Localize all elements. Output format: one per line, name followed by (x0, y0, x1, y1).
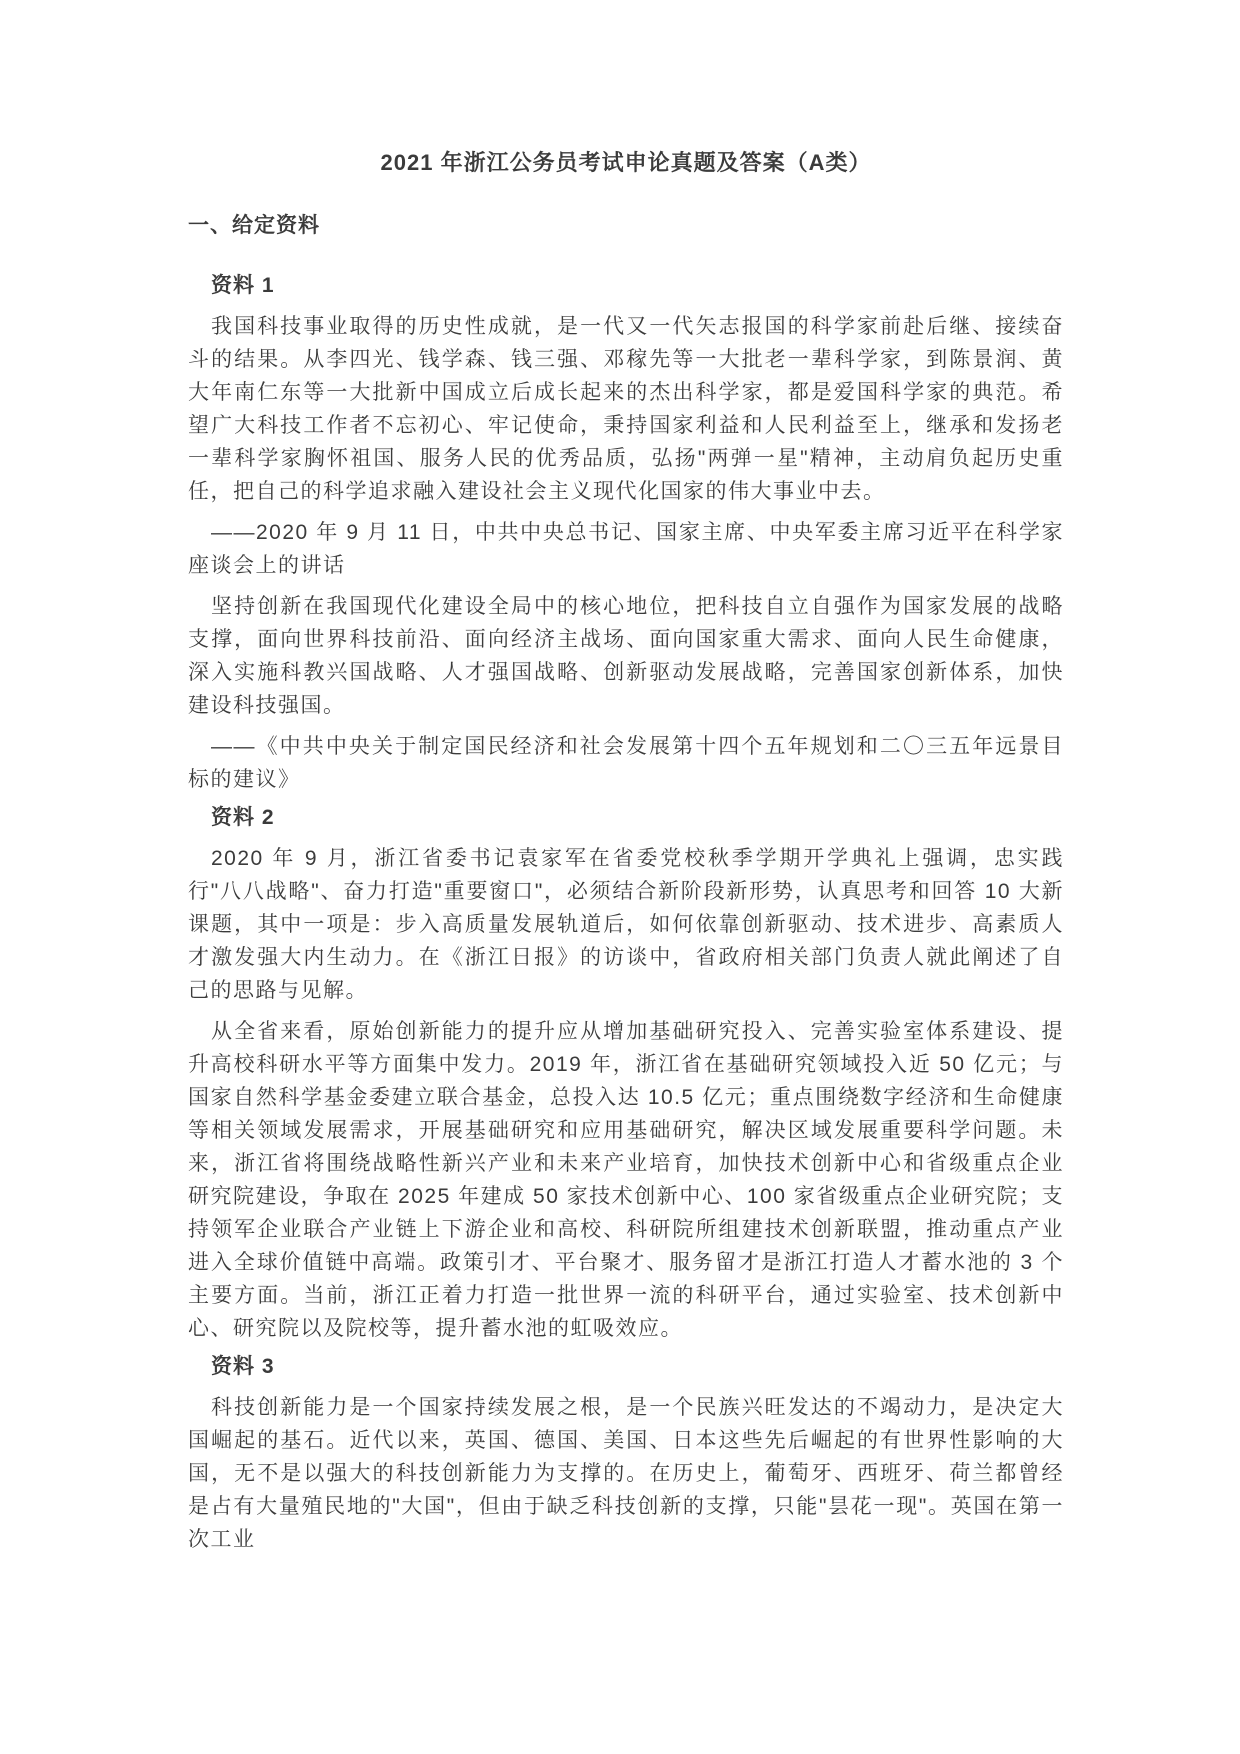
material-1-heading: 资料 1 (211, 274, 275, 297)
material-1-paragraph-2: 坚持创新在我国现代化建设全局中的核心地位，把科技自立自强作为国家发展的战略支撑，面向世界科技前沿、面向经济主战场、面向国家重大需求、面向人民生命健康，深入实施科教兴国战略、人才强国战略、创新驱动发展战略，完善国家创新体系，加快建设科技强国。 (188, 595, 1064, 717)
material-2-paragraph-2: 从全省来看，原始创新能力的提升应从增加基础研究投入、完善实验室体系建设、提升高校科研水平等方面集中发力。2019 年，浙江省在基础研究领域投入近 50 亿元；与国家自然科学基金委建立联合基金，总投入达 10.5 亿元；重点围绕数字经济和生命健康等相关领域发展需求，开展基础研究和应用基础研究，解决区域发展重要科学问题。未来，浙江省将围绕战略性新兴产业和未来产业培育，加快技术创新中心和省级重点企业研究院建设，争取在 2025 年建成 50 家技术创新中心、100 家省级重点企业研究院；支持领军企业联合产业链上下游企业和高校、科研院所组建技术创新联盟，推动重点产业进入全球价值链中高端。政策引才、平台聚才、服务留才是浙江打造人才蓄水池的 3 个主要方面。当前，浙江正着力打造一批世界一流的科研平台，通过实验室、技术创新中心、研究院以及院校等，提升蓄水池的虹吸效应。 (188, 1020, 1064, 1340)
material-2-heading: 资料 2 (211, 806, 275, 829)
material-3-heading: 资料 3 (211, 1355, 275, 1378)
material-3-paragraph-1: 科技创新能力是一个国家持续发展之根，是一个民族兴旺发达的不竭动力，是决定大国崛起的基石。近代以来，英国、德国、美国、日本这些先后崛起的有世界性影响的大国，无不是以强大的科技创新能力为支撑的。在历史上，葡萄牙、西班牙、荷兰都曾经是占有大量殖民地的"大国"，但由于缺乏科技创新的支撑，只能"昙花一现"。英国在第一次工业 (188, 1396, 1064, 1551)
material-1-paragraph-1: 我国科技事业取得的历史性成就，是一代又一代矢志报国的科学家前赴后继、接续奋斗的结果。从李四光、钱学森、钱三强、邓稼先等一大批老一辈科学家，到陈景润、黄大年南仁东等一大批新中国成立后成长起来的杰出科学家，都是爱国科学家的典范。希望广大科技工作者不忘初心、牢记使命，秉持国家利益和人民利益至上，继承和发扬老一辈科学家胸怀祖国、服务人民的优秀品质，弘扬"两弹一星"精神，主动肩负起历史重任，把自己的科学追求融入建设社会主义现代化国家的伟大事业中去。 (188, 315, 1064, 503)
document-title: 2021 年浙江公务员考试申论真题及答案（A类） (380, 150, 872, 175)
material-2-paragraph-1: 2020 年 9 月，浙江省委书记袁家军在省委党校秋季学期开学典礼上强调，忠实践行"八八战略"、奋力打造"重要窗口"，必须结合新阶段新形势，认真思考和回答 10 大新课题，其中一项是：步入高质量发展轨道后，如何依靠创新驱动、技术进步、高素质人才激发强大内生动力。在《浙江日报》的访谈中，省政府相关部门负责人就此阐述了自己的思路与见解。 (188, 847, 1064, 1002)
material-1-attribution-2: ——《中共中央关于制定国民经济和社会发展第十四个五年规划和二〇三五年远景目标的建议》 (188, 735, 1064, 791)
material-1-attribution-1: ——2020 年 9 月 11 日，中共中央总书记、国家主席、中央军委主席习近平在科学家座谈会上的讲话 (188, 521, 1064, 577)
part-heading-given-materials: 一、给定资料 (188, 214, 320, 237)
